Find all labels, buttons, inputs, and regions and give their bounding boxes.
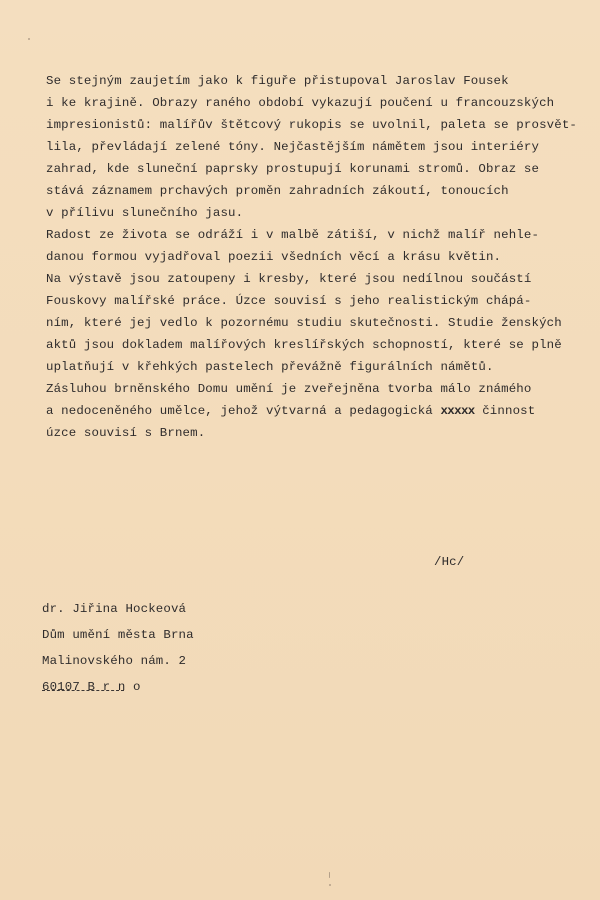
body-line: ním, které jej vedlo k pozornému studiu skutečnosti. Studie ženských <box>46 316 562 330</box>
body-text <box>46 70 577 440</box>
body-line: Zásluhou brněnského Domu umění je zveřejněna tvorba málo známého <box>46 382 532 396</box>
body-line: lila, převládají zelené tóny. Nejčastějším námětem jsou interiéry <box>46 140 540 154</box>
body-line: zahrad, kde sluneční paprsky prostupují korunami stromů. Obraz se <box>46 162 540 176</box>
body-line: danou formou vyjadřoval poezii všedních věcí a krásu květin. <box>46 250 502 264</box>
body-line: v přílivu slunečního jasu. <box>46 206 244 220</box>
line-text-after: činnost <box>474 404 536 418</box>
body-line: úzce souvisí s Brnem. <box>46 426 206 440</box>
author-initials: /Hc/ <box>434 555 465 569</box>
body-line: uplatňují v křehkých pastelech převážně figurálních námětů. <box>46 360 494 374</box>
body-line: i ke krajině. Obrazy raného období vykazují poučení u francouzských <box>46 96 555 110</box>
paper-speck <box>329 884 331 886</box>
body-line: Na výstavě jsou zatoupeny i kresby, které jsou nedílnou součástí <box>46 272 532 286</box>
address-block <box>42 596 194 694</box>
address-street: Malinovského nám. 2 <box>42 654 187 668</box>
body-line: Se stejným zaujetím jako k figuře přistupoval Jaroslav Fousek <box>46 74 509 88</box>
body-line: aktů jsou dokladem malířových kreslířských schopností, které se plně <box>46 338 562 352</box>
address-name: dr. Jiřina Hockeová <box>42 602 187 616</box>
line-text-before: a nedoceněného umělce, jehož výtvarná a pedagogická <box>46 404 441 418</box>
address-city: 60107 B r n o <box>42 680 141 694</box>
body-line-with-correction <box>46 400 535 422</box>
dashed-underline <box>42 690 124 691</box>
body-line: stává záznamem prchavých proměn zahradních zákoutí, tonoucích <box>46 184 509 198</box>
crossed-out-word: xxxxx <box>440 404 475 418</box>
body-line: Fouskovy malířské práce. Úzce souvisí s jeho realistickým chápá- <box>46 294 532 308</box>
body-line: Radost ze života se odráží i v malbě zátiší, v nichž malíř nehle- <box>46 228 540 242</box>
paper-speck <box>329 872 330 878</box>
paper-speck <box>28 38 30 40</box>
body-line: impresionistů: malířův štětcový rukopis se uvolnil, paleta se prosvět- <box>46 118 577 132</box>
address-org: Dům umění města Brna <box>42 628 194 642</box>
